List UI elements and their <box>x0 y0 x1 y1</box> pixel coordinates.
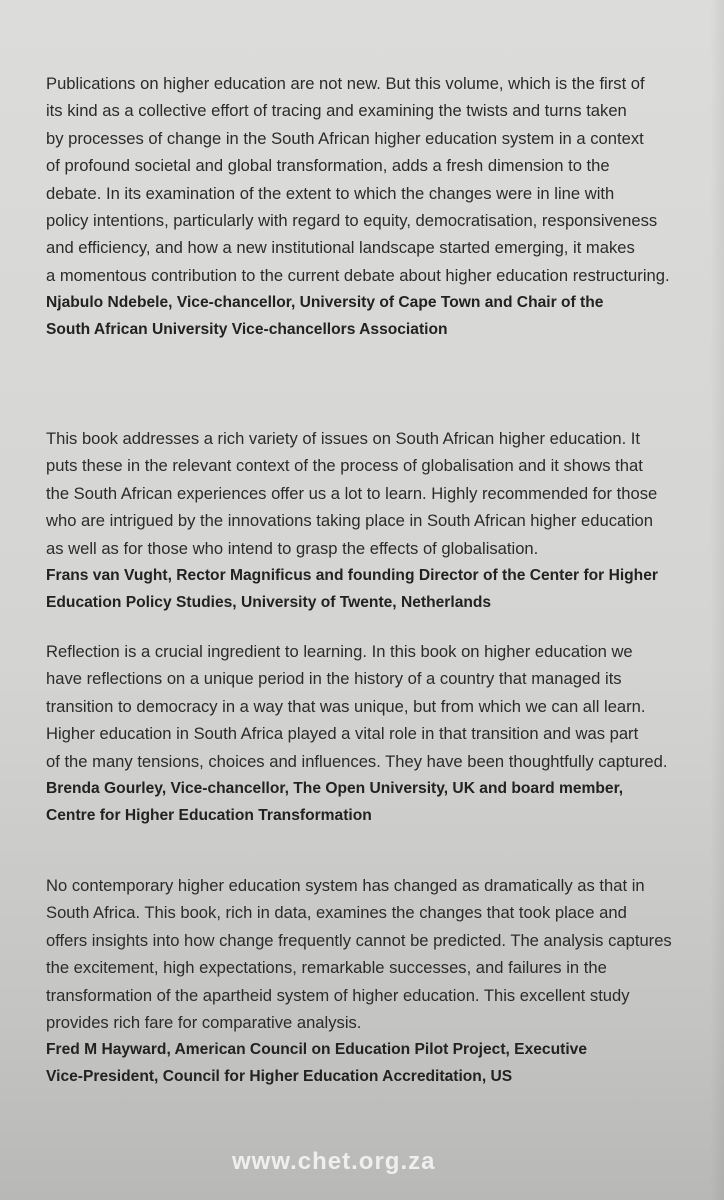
endorsement-van-vught <box>46 425 716 616</box>
quote-line: the excitement, high expectations, remarkable successes, and failures in the <box>46 958 607 978</box>
endorsement-gourley <box>46 638 716 829</box>
attribution-line: Centre for Higher Education Transformation <box>46 807 372 825</box>
quote-line: a momentous contribution to the current debate about higher education restructuring. <box>46 265 670 285</box>
quote-line: as well as for those who intend to grasp the effects of globalisation. <box>46 538 539 558</box>
attribution-line: Brenda Gourley, Vice-chancellor, The Open University, UK and board member, <box>46 780 624 798</box>
quote-line: transition to democracy in a way that was unique, but from which we can all learn. <box>46 696 646 716</box>
quote-line: its kind as a collective effort of tracing and examining the twists and turns taken <box>46 101 627 121</box>
endorsement-hayward <box>46 872 716 1090</box>
quote-line: who are intrigued by the innovations taking place in South African higher education <box>46 511 653 531</box>
quote-line: transformation of the apartheid system of higher education. This excellent study <box>46 985 630 1005</box>
quote-line: and efficiency, and how a new institutional landscape started emerging, it makes <box>46 238 635 258</box>
quote-line: debate. In its examination of the extent to which the changes were in line with <box>46 183 615 203</box>
attribution-line: Fred M Hayward, American Council on Education Pilot Project, Executive <box>46 1041 587 1059</box>
attribution-line: Frans van Vught, Rector Magnificus and founding Director of the Center for Higher <box>46 567 658 585</box>
attribution-line: South African University Vice-chancellors Association <box>46 321 448 339</box>
quote-line: provides rich fare for comparative analysis. <box>46 1013 362 1033</box>
quote-line: have reflections on a unique period in the history of a country that managed its <box>46 669 622 689</box>
attribution-line: Njabulo Ndebele, Vice-chancellor, University of Cape Town and Chair of the <box>46 294 604 312</box>
quote-line: of profound societal and global transformation, adds a fresh dimension to the <box>46 156 610 176</box>
quote-line: of the many tensions, choices and influences. They have been thoughtfully captured. <box>46 751 668 771</box>
quote-line: Reflection is a crucial ingredient to learning. In this book on higher education we <box>46 642 633 661</box>
quote-line: No contemporary higher education system has changed as dramatically as that in <box>46 876 645 895</box>
quote-line: This book addresses a rich variety of issues on South African higher education. It <box>46 429 641 448</box>
quote-line: Higher education in South Africa played a vital role in that transition and was part <box>46 724 639 744</box>
quote-line: Publications on higher education are not new. But this volume, which is the first of <box>46 74 645 93</box>
attribution-line: Vice-President, Council for Higher Education Accreditation, US <box>46 1068 513 1086</box>
quote-line: the South African experiences offer us a lot to learn. Highly recommended for those <box>46 483 658 503</box>
endorsement-ndebele <box>46 70 716 343</box>
quote-line: puts these in the relevant context of the process of globalisation and it shows that <box>46 456 643 476</box>
quote-line: by processes of change in the South African higher education system in a context <box>46 128 644 148</box>
attribution-line: Education Policy Studies, University of Twente, Netherlands <box>46 594 492 612</box>
quote-line: offers insights into how change frequently cannot be predicted. The analysis captures <box>46 930 672 950</box>
quote-line: South Africa. This book, rich in data, examines the changes that took place and <box>46 903 627 923</box>
quote-line: policy intentions, particularly with regard to equity, democratisation, responsiveness <box>46 211 658 231</box>
website-url: www.chet.org.za <box>232 1148 436 1175</box>
